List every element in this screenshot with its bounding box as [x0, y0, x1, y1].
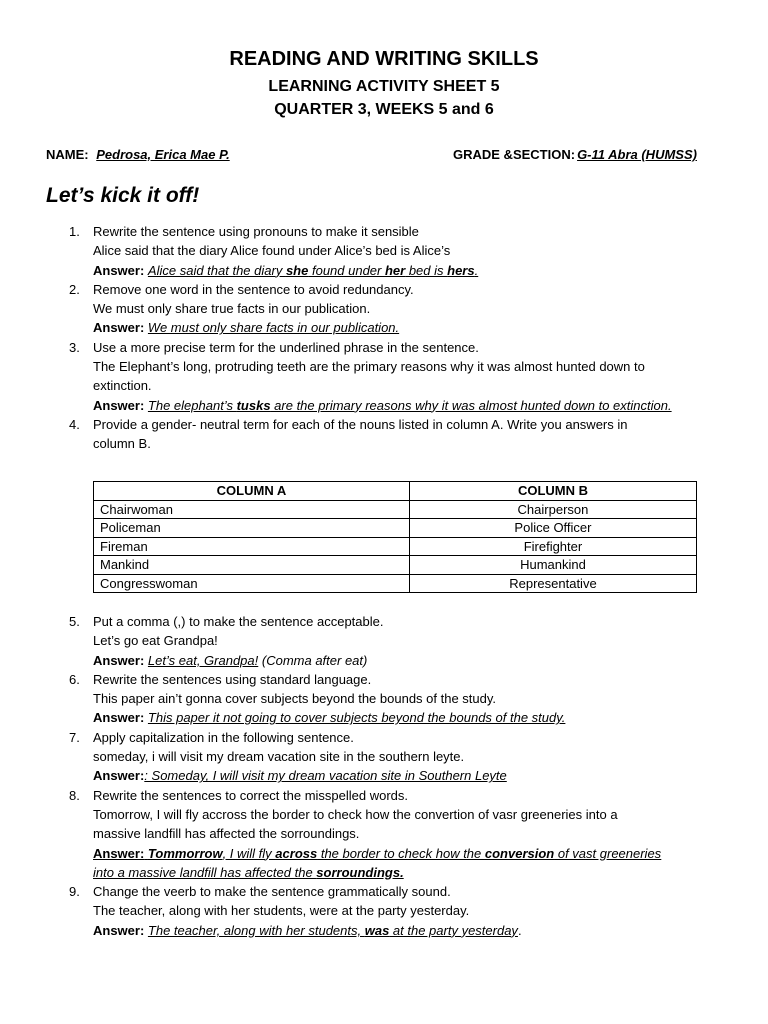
- item-instruction: Provide a gender- neutral term for each of the nouns listed in column A. Write you answers in: [93, 416, 628, 432]
- item-answer-continued: into a massive landfill has affected the sorroundings.: [93, 864, 404, 880]
- table-row: [94, 574, 697, 593]
- item-prompt: The teacher, along with her students, were at the party yesterday.: [93, 903, 470, 919]
- item-answer: Answer:: Someday, I will visit my dream vacation site in Southern Leyte: [93, 768, 507, 784]
- list-item: [0, 222, 768, 241]
- list-item: [0, 786, 768, 805]
- grade-label: GRADE &SECTION:: [453, 147, 576, 162]
- item-instruction: Use a more precise term for the underlined phrase in the sentence.: [93, 339, 479, 355]
- item-prompt-continued: massive landfill has affected the sorroundings.: [93, 826, 360, 842]
- item-instruction: Rewrite the sentences using standard language.: [93, 671, 372, 687]
- item-instruction: Rewrite the sentence using pronouns to make it sensible: [93, 224, 419, 239]
- item-number: 5.: [69, 614, 80, 629]
- item-number: 9.: [69, 884, 80, 900]
- grade-section-value: G-11 Abra (HUMSS): [577, 147, 697, 162]
- items-block-2: [0, 612, 768, 940]
- document-subtitle-sheet: LEARNING ACTIVITY SHEET 5: [268, 78, 500, 95]
- item-prompt: The Elephant’s long, protruding teeth are the primary reasons why it was almost hunted down to: [93, 359, 645, 375]
- item-number: 1.: [69, 224, 80, 239]
- item-number: 2.: [69, 281, 80, 297]
- item-number: 7.: [69, 729, 80, 745]
- table-cell: Police Officer: [409, 519, 696, 538]
- item-instruction-continued: column B.: [93, 436, 151, 452]
- table-row: [94, 519, 697, 538]
- answer-label: Answer:: [93, 262, 145, 278]
- item-number: 6.: [69, 671, 80, 687]
- table-cell: Mankind: [94, 556, 410, 575]
- table-cell: Chairperson: [409, 500, 696, 519]
- document-subtitle-quarter: QUARTER 3, WEEKS 5 and 6: [274, 101, 494, 118]
- table-cell: Humankind: [409, 556, 696, 575]
- item-instruction: Change the veerb to make the sentence grammatically sound.: [93, 884, 451, 900]
- item-number: 3.: [69, 339, 80, 355]
- column-a-header: COLUMN A: [94, 482, 410, 501]
- item-instruction: Remove one word in the sentence to avoid redundancy.: [93, 281, 414, 297]
- item-number: 4.: [69, 416, 80, 432]
- item-prompt: Let’s go eat Grandpa!: [93, 633, 218, 649]
- table-cell: Representative: [409, 574, 696, 593]
- answer-note: (Comma after eat): [258, 652, 368, 668]
- item-answer: Answer: Alice said that the diary she found under her bed is hers.: [93, 262, 479, 278]
- list-item: [0, 728, 768, 747]
- table-header-row: [94, 482, 697, 501]
- table-row: [94, 537, 697, 556]
- table-cell: Chairwoman: [94, 500, 410, 519]
- list-item: [0, 280, 768, 299]
- table-row: [94, 500, 697, 519]
- name-label: NAME:: [46, 147, 89, 162]
- item-prompt: someday, i will visit my dream vacation site in the southern leyte.: [93, 749, 465, 765]
- list-item: [0, 415, 768, 434]
- table-cell: Congresswoman: [94, 574, 410, 593]
- item-instruction: Rewrite the sentences to correct the misspelled words.: [93, 787, 409, 803]
- item-answer: Answer: The teacher, along with her students, was at the party yesterday.: [93, 922, 522, 938]
- item-number: 8.: [69, 787, 80, 803]
- list-item: [0, 882, 768, 901]
- item-answer: Answer: Let’s eat, Grandpa! (Comma after eat): [93, 652, 368, 668]
- table-cell: Fireman: [94, 537, 410, 556]
- table-row: [94, 556, 697, 575]
- item-answer: Answer: The elephant’s tusks are the primary reasons why it was almost hunted down to extinction.: [93, 397, 672, 413]
- column-b-header: COLUMN B: [409, 482, 696, 501]
- item-prompt: We must only share true facts in our publication.: [93, 301, 371, 317]
- list-item: [0, 338, 768, 357]
- item-prompt-continued: extinction.: [93, 378, 152, 394]
- item-answer: Answer: Tommorrow, I will fly across the border to check how the conversion of vast greeneries: [93, 845, 662, 861]
- item-instruction: Apply capitalization in the following sentence.: [93, 729, 354, 745]
- student-name-value: Pedrosa, Erica Mae P.: [96, 147, 230, 162]
- gender-neutral-table: [93, 481, 697, 593]
- list-item: [0, 612, 768, 631]
- item-instruction: Put a comma (,) to make the sentence acceptable.: [93, 614, 384, 629]
- table-cell: Firefighter: [409, 537, 696, 556]
- item-prompt: Alice said that the diary Alice found under Alice’s bed is Alice’s: [93, 243, 451, 259]
- item-prompt: Tomorrow, I will fly accross the border to check how the convertion of vasr greeneries into a: [93, 806, 618, 822]
- student-name-field: [46, 147, 230, 162]
- item-prompt: This paper ain’t gonna cover subjects beyond the bounds of the study.: [93, 691, 497, 707]
- section-title: Let’s kick it off!: [46, 184, 200, 207]
- grade-section-field: [453, 147, 697, 162]
- list-item: [0, 670, 768, 689]
- item-answer: Answer: This paper it not going to cover subjects beyond the bounds of the study.: [93, 710, 566, 726]
- items-block-1: [0, 222, 768, 454]
- table-cell: Policeman: [94, 519, 410, 538]
- item-answer: Answer: We must only share facts in our publication.: [93, 320, 400, 336]
- document-title: READING AND WRITING SKILLS: [229, 48, 539, 70]
